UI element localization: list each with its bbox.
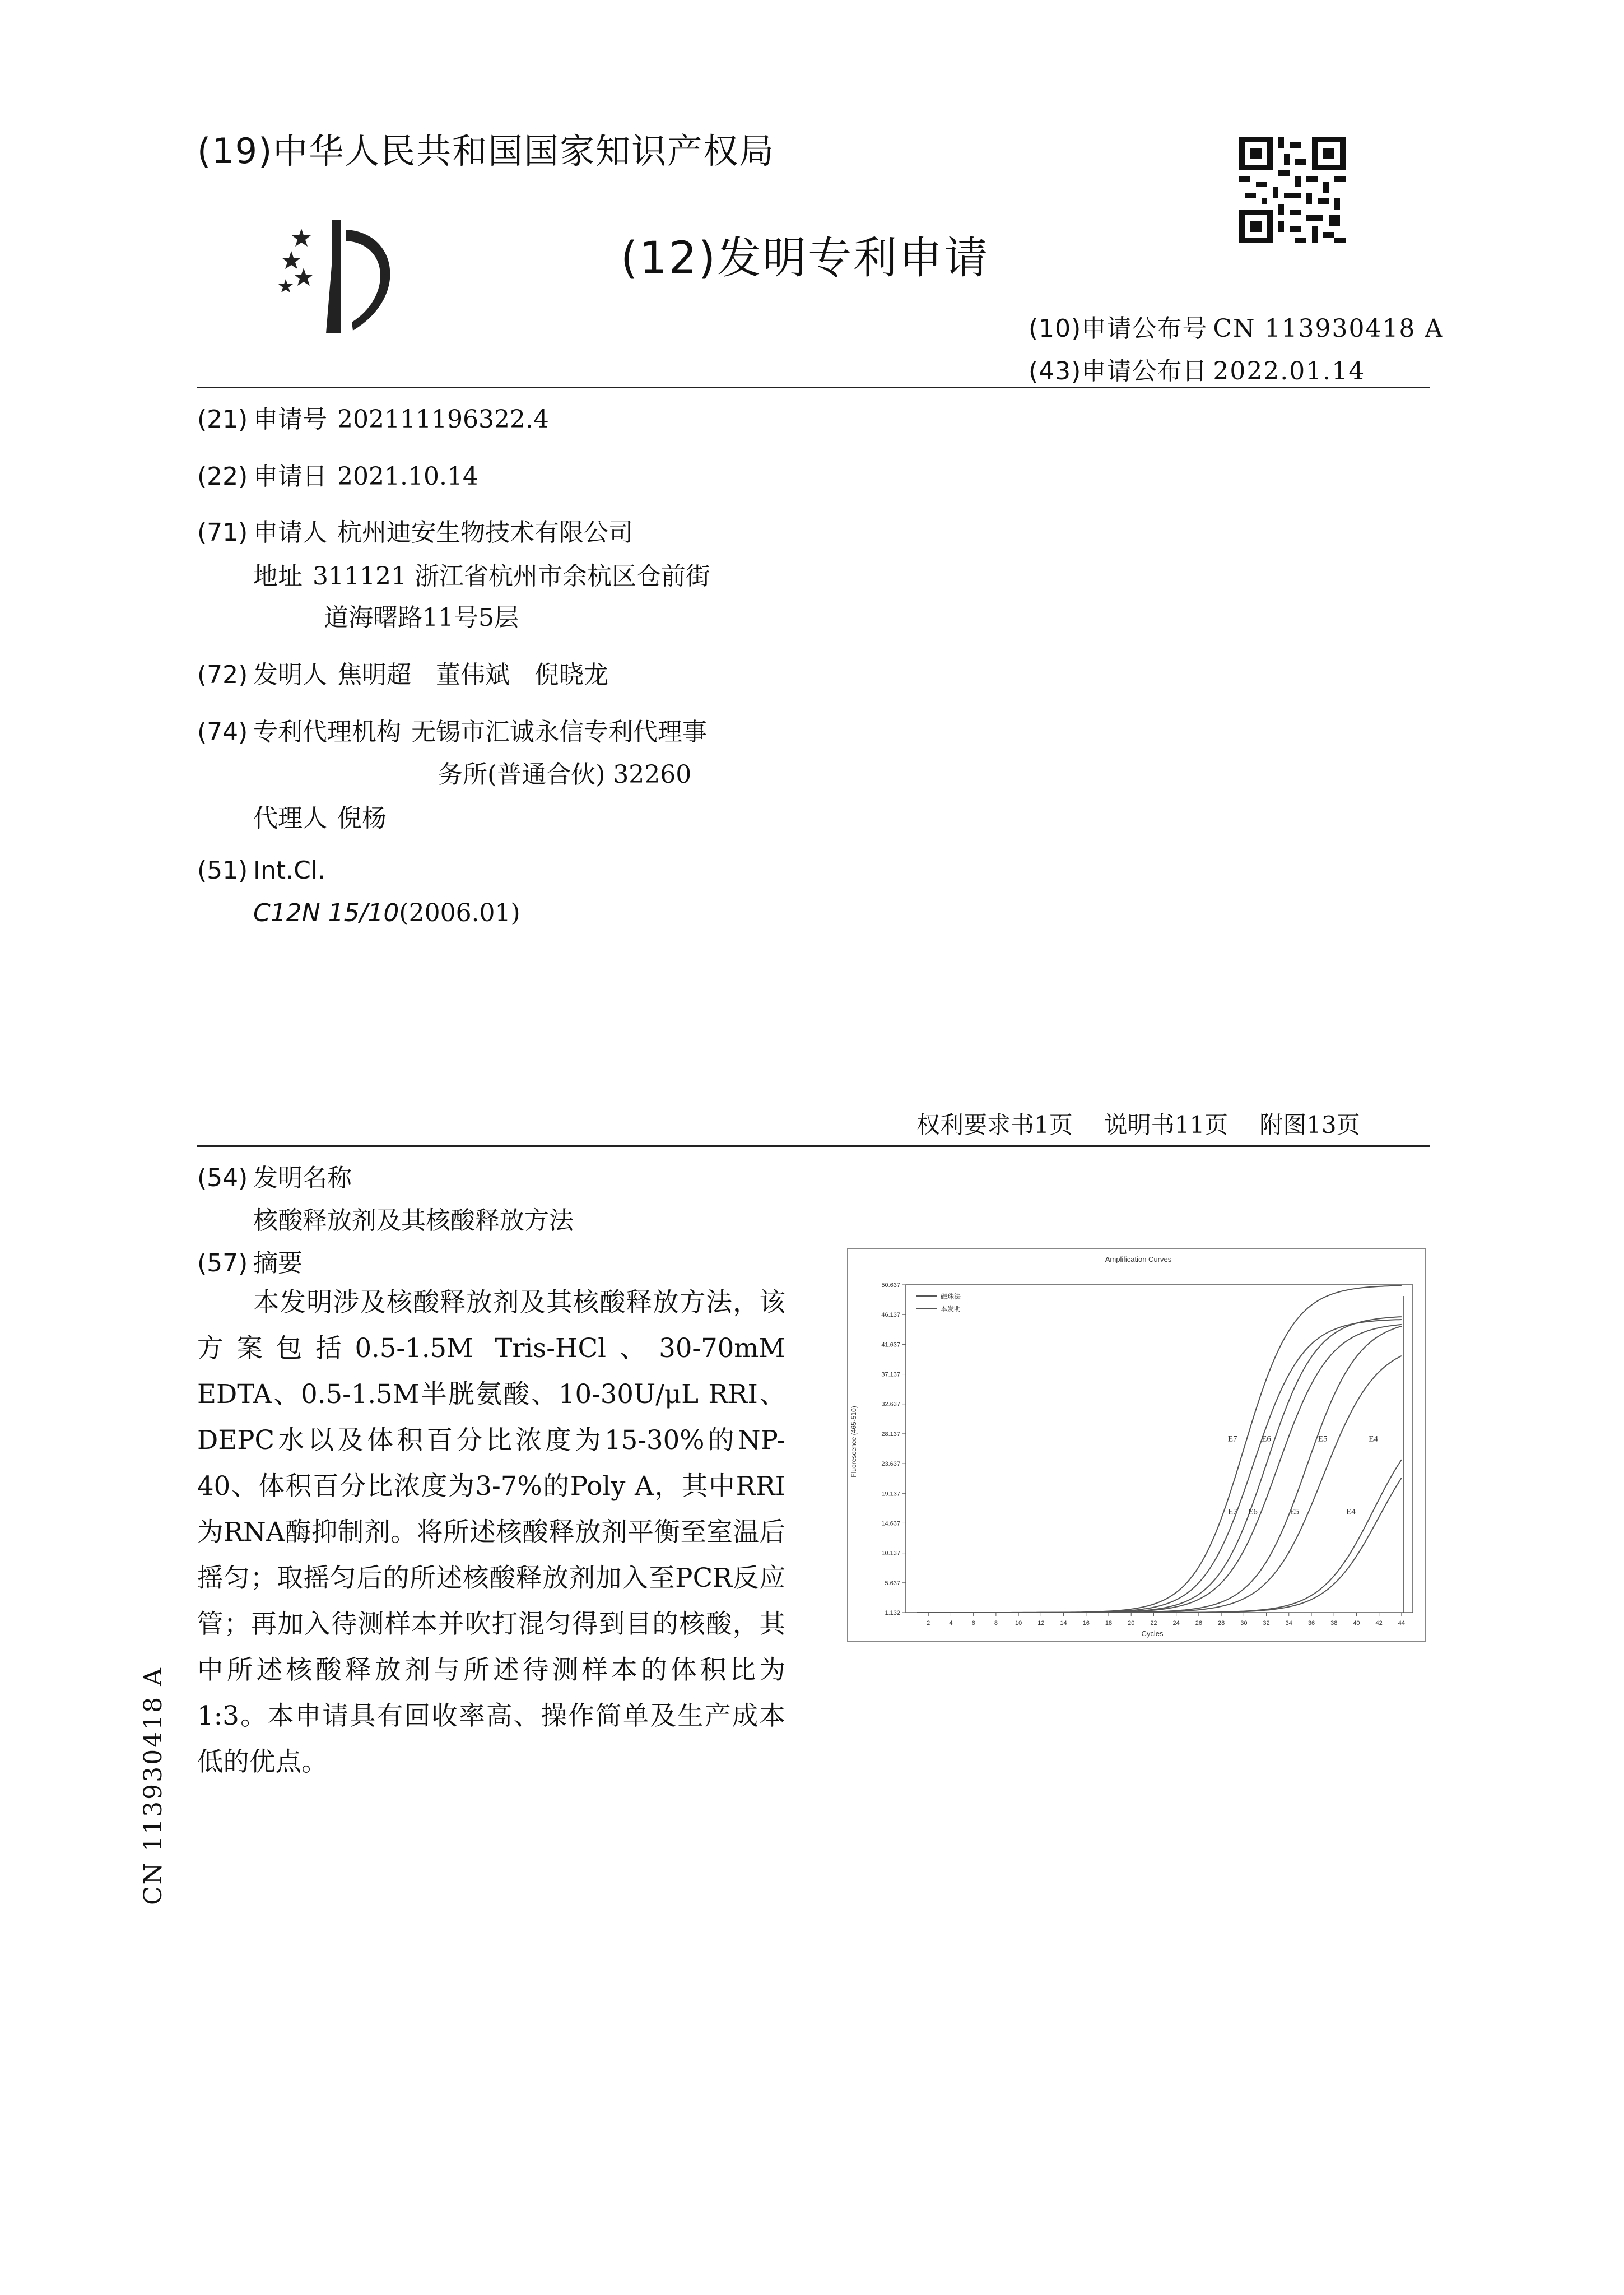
invention-title: 核酸释放剂及其核酸释放方法	[253, 1206, 574, 1235]
series-label: E4	[1346, 1507, 1356, 1517]
agency-row	[197, 712, 707, 747]
field-code: (57)	[197, 1249, 248, 1277]
x-tick-label: 14	[1060, 1620, 1067, 1627]
abstract-heading-row	[197, 1243, 303, 1279]
publication-date-row	[1029, 351, 1365, 387]
publication-date: 2022.01.14	[1213, 357, 1366, 385]
application-number-label: 申请号	[253, 405, 327, 434]
series-label: E5	[1290, 1507, 1300, 1517]
legend-entry: 磁珠法	[941, 1293, 961, 1300]
y-tick-label: 46.137	[881, 1312, 900, 1319]
x-tick-label: 40	[1353, 1620, 1360, 1627]
x-tick-label: 8	[994, 1620, 998, 1627]
x-tick-label: 12	[1037, 1620, 1045, 1627]
intcl-row	[197, 856, 325, 885]
header-divider	[197, 387, 1430, 388]
title-heading: 发明名称	[253, 1164, 352, 1192]
application-date-row	[197, 456, 478, 492]
x-tick-label: 42	[1375, 1620, 1383, 1627]
agency-label: 专利代理机构	[253, 718, 401, 746]
applicant: 杭州迪安生物技术有限公司	[337, 518, 633, 547]
description-pages: 说明书11页	[1104, 1111, 1229, 1139]
series-label: E7	[1227, 1507, 1237, 1517]
x-tick-label: 2	[927, 1620, 930, 1627]
x-tick-label: 22	[1150, 1620, 1157, 1627]
y-tick-label: 32.637	[881, 1401, 900, 1408]
x-tick-label: 6	[971, 1620, 975, 1627]
x-tick-label: 10	[1015, 1620, 1022, 1627]
y-tick-label: 14.637	[881, 1520, 900, 1527]
x-tick-label: 28	[1217, 1620, 1225, 1627]
y-tick-label: 10.137	[881, 1550, 900, 1557]
intcl-version: (2006.01)	[399, 899, 520, 927]
qr-code-icon	[1239, 137, 1346, 243]
y-tick-label: 5.637	[885, 1579, 900, 1587]
field-code: (71)	[197, 518, 248, 547]
drawing-pages: 附图13页	[1259, 1111, 1360, 1139]
x-tick-label: 34	[1285, 1620, 1292, 1627]
section-divider	[197, 1145, 1430, 1147]
y-tick-label: 19.137	[881, 1490, 900, 1498]
document-type: (12)发明专利申请	[621, 233, 990, 284]
x-tick-label: 44	[1398, 1620, 1406, 1627]
office-name: (19)中华人民共和国国家知识产权局	[197, 131, 775, 171]
y-tick-label: 41.637	[881, 1341, 900, 1349]
claims-pages: 权利要求书1页	[916, 1111, 1073, 1139]
application-number-row	[197, 399, 549, 435]
field-code: (54)	[197, 1164, 248, 1192]
y-tick-label: 50.637	[881, 1282, 900, 1289]
x-tick-label: 32	[1263, 1620, 1270, 1627]
x-tick-label: 38	[1330, 1620, 1338, 1627]
y-tick-label: 28.137	[881, 1430, 900, 1438]
field-code: (74)	[197, 718, 248, 746]
x-tick-label: 18	[1105, 1620, 1113, 1627]
title-heading-row	[197, 1158, 352, 1193]
chart-y-axis-label: Fluorescence (465-510)	[850, 1406, 858, 1478]
x-tick-label: 30	[1240, 1620, 1248, 1627]
publication-number: CN 113930418 A	[1213, 314, 1444, 343]
series-label: E6	[1262, 1434, 1271, 1444]
cnipa-logo-icon	[269, 219, 420, 342]
publication-date-label: (43)申请公布日	[1029, 357, 1208, 385]
amplification-chart-svg	[847, 1248, 1426, 1642]
publication-number-label: (10)申请公布号	[1029, 314, 1208, 343]
address-line-2: 道海曙路11号5层	[324, 603, 519, 632]
agency-line-1: 无锡市汇诚永信专利代理事	[411, 718, 707, 746]
agent-row	[253, 798, 387, 834]
agent: 倪杨	[337, 804, 387, 833]
y-tick-label: 1.132	[885, 1610, 900, 1616]
inventors-label: 发明人	[253, 661, 327, 689]
chart-x-axis-label: Cycles	[1141, 1629, 1164, 1638]
series-label: E5	[1318, 1434, 1328, 1444]
application-number: 202111196322.4	[337, 405, 549, 434]
address-label: 地址	[253, 562, 303, 591]
intcl-class-row	[253, 899, 520, 927]
x-tick-label: 24	[1172, 1620, 1180, 1627]
series-label: E6	[1248, 1507, 1258, 1517]
address-row	[253, 556, 710, 592]
legend-entry: 本发明	[941, 1305, 961, 1313]
intcl-label: Int.Cl.	[253, 856, 326, 885]
address-line-1: 311121 浙江省杭州市余杭区仓前街	[313, 562, 710, 591]
x-tick-label: 16	[1082, 1620, 1090, 1627]
abstract-text: 本发明涉及核酸释放剂及其核酸释放方法，该方案包括0.5-1.5M Tris-HCl、30-70mM EDTA、0.5-1.5M半胱氨酸、10-30U/μL RRI、DEPC水以及体积百分比浓度为15-30%的NP-40、体积百分比浓度为3-7%的Poly A，其中RRI为RNA酶抑制剂。将所述核酸释放剂平衡至室温后摇匀；取摇匀后的所述核酸释放剂加入至PCR反应管；再加入待测样本并吹打混匀得到目的核酸，其中所述核酸释放剂与所述待测样本的体积比为1:3。本申请具有回收率高、操作简单及生产成本低的优点。	[197, 1287, 785, 1777]
side-publication-number: CN 113930418 A	[139, 1666, 167, 1905]
field-code: (72)	[197, 661, 248, 689]
x-tick-label: 36	[1307, 1620, 1315, 1627]
applicant-label: 申请人	[253, 518, 327, 547]
series-label: E4	[1369, 1434, 1378, 1444]
y-tick-label: 37.137	[881, 1371, 900, 1378]
field-code: (51)	[197, 856, 248, 885]
x-tick-label: 26	[1195, 1620, 1203, 1627]
abstract-heading: 摘要	[253, 1249, 303, 1277]
agent-label: 代理人	[253, 804, 327, 833]
inventors: 焦明超 董伟斌 倪晓龙	[337, 661, 608, 689]
amplification-chart	[847, 1248, 1426, 1642]
y-tick-label: 23.637	[881, 1461, 900, 1468]
application-date-label: 申请日	[253, 462, 327, 491]
field-code: (22)	[197, 462, 248, 491]
page-counts	[916, 1107, 1392, 1140]
x-tick-label: 20	[1128, 1620, 1135, 1627]
agency-line-2: 务所(普通合伙) 32260	[438, 760, 692, 789]
publication-number-row	[1029, 308, 1444, 344]
series-label: E7	[1227, 1434, 1237, 1444]
x-tick-label: 4	[949, 1620, 953, 1627]
chart-title: Amplification Curves	[1105, 1255, 1172, 1263]
application-date: 2021.10.14	[337, 462, 478, 491]
intcl-class: C12N 15/10	[253, 899, 399, 927]
applicant-row	[197, 512, 633, 548]
field-code: (21)	[197, 405, 248, 434]
inventors-row	[197, 654, 608, 690]
